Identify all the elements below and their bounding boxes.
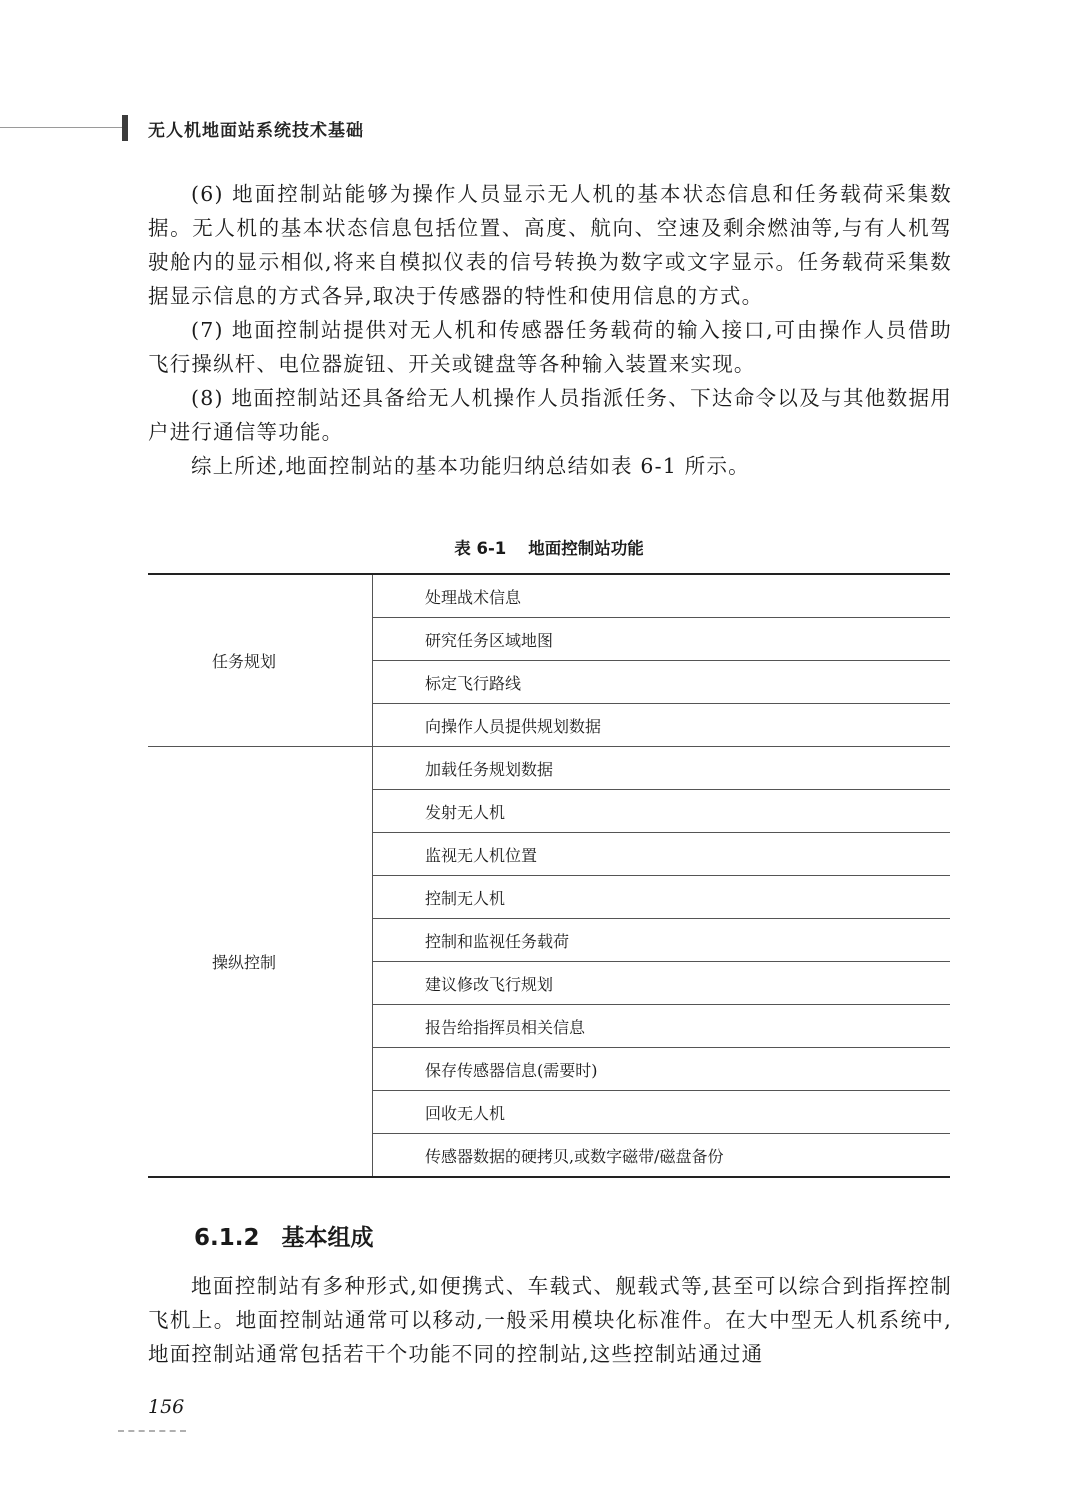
paragraph: 综上所述,地面控制站的基本功能归纳总结如表 6-1 所示。: [191, 454, 750, 478]
item-cell: 发射无人机: [373, 790, 951, 833]
item-cell: 处理战术信息: [373, 574, 951, 618]
item-cell: 向操作人员提供规划数据: [373, 704, 951, 747]
section-number: 6.1.2: [194, 1225, 260, 1251]
page-number: 156: [148, 1396, 185, 1418]
paragraph: (6) 地面控制站能够为操作人员显示无人机的基本状态信息和任务载荷采集数据。无人机的基本状态信息包括位置、高度、航向、空速及剩余燃油等,与有人机驾驶舱内的显示相似,将来自模拟仪表的信号转换为数字或文字显示。任务载荷采集数据显示信息的方式各异,取决于传感器的特性和使用信息的方式。: [148, 182, 952, 308]
paragraph: (7) 地面控制站提供对无人机和传感器任务载荷的输入接口,可由操作人员借助飞行操纵杆、电位器旋钮、开关或键盘等各种输入装置来实现。: [148, 318, 952, 376]
item-cell: 回收无人机: [373, 1091, 951, 1134]
header-marker-bar: [122, 115, 128, 141]
item-cell: 传感器数据的硬拷贝,或数字磁带/磁盘备份: [373, 1134, 951, 1178]
table-caption: [148, 535, 950, 559]
item-cell: 标定飞行路线: [373, 661, 951, 704]
paragraph: 地面控制站有多种形式,如便携式、车载式、舰载式等,甚至可以综合到指挥控制飞机上。地面控制站通常可以移动,一般采用模块化标准件。在大中型无人机系统中,地面控制站通常包括若干个功能不同的控制站,这些控制站通过通: [148, 1274, 952, 1366]
table-row: [148, 574, 950, 618]
section-heading: [194, 1219, 374, 1252]
table-number: 表 6-1: [454, 539, 507, 558]
header-rule: [0, 127, 122, 128]
category-cell: 任务规划: [148, 574, 373, 747]
item-cell: 加载任务规划数据: [373, 747, 951, 790]
footer-dash-rule: [118, 1430, 186, 1432]
running-head: 无人机地面站系统技术基础: [148, 121, 364, 141]
item-cell: 保存传感器信息(需要时): [373, 1048, 951, 1091]
table-title: 地面控制站功能: [528, 539, 644, 558]
item-cell: 研究任务区域地图: [373, 618, 951, 661]
section-title: 基本组成: [281, 1225, 374, 1251]
table-row: [148, 747, 950, 790]
item-cell: 报告给指挥员相关信息: [373, 1005, 951, 1048]
body-text-top: [148, 177, 952, 483]
body-text-bottom: [148, 1269, 952, 1371]
function-table: [148, 573, 950, 1178]
item-cell: 监视无人机位置: [373, 833, 951, 876]
category-cell: 操纵控制: [148, 747, 373, 1178]
item-cell: 控制无人机: [373, 876, 951, 919]
item-cell: 控制和监视任务载荷: [373, 919, 951, 962]
item-cell: 建议修改飞行规划: [373, 962, 951, 1005]
paragraph: (8) 地面控制站还具备给无人机操作人员指派任务、下达命令以及与其他数据用户进行通信等功能。: [148, 386, 952, 444]
